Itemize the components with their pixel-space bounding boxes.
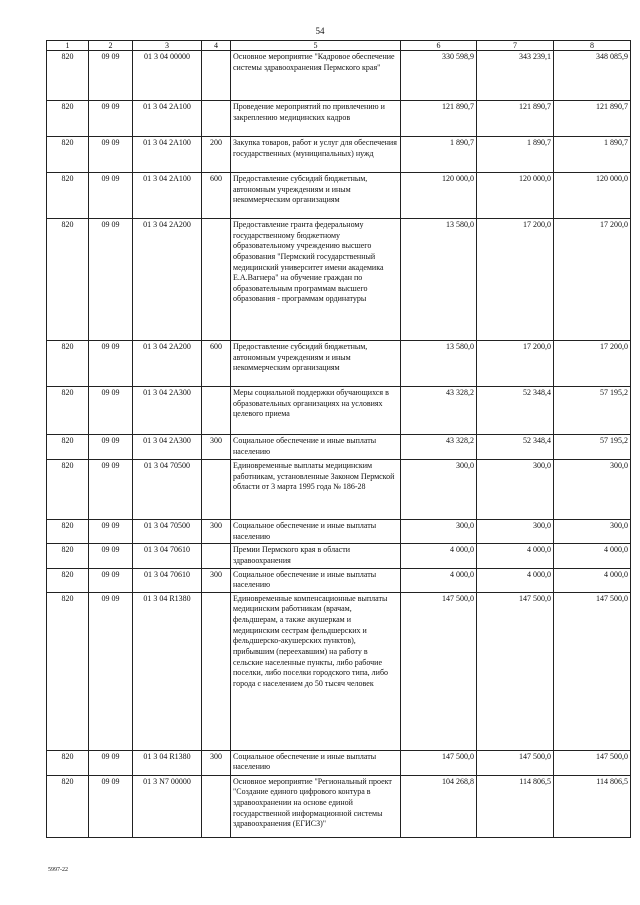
amount-cell: 57 195,2 (554, 387, 631, 435)
target-article-cell: 01 3 04 R1380 (133, 592, 202, 750)
amount-cell: 4 000,0 (554, 544, 631, 568)
target-article-cell: 01 3 04 2А100 (133, 137, 202, 173)
table-row (47, 750, 631, 775)
expense-type-cell: 300 (202, 568, 231, 592)
expense-type-cell (202, 544, 231, 568)
section-code-cell: 09 09 (89, 520, 133, 544)
amount-cell: 300,0 (477, 520, 554, 544)
amount-cell: 1 890,7 (554, 137, 631, 173)
section-code-cell: 09 09 (89, 341, 133, 387)
amount-cell: 121 890,7 (554, 101, 631, 137)
amount-cell: 17 200,0 (554, 219, 631, 341)
column-header: 5 (231, 41, 401, 51)
amount-cell: 43 328,2 (401, 387, 477, 435)
table-row (47, 219, 631, 341)
amount-cell: 300,0 (477, 460, 554, 520)
amount-cell: 120 000,0 (554, 173, 631, 219)
amount-cell: 147 500,0 (401, 592, 477, 750)
table-row (47, 51, 631, 101)
amount-cell: 104 268,8 (401, 775, 477, 837)
description-cell: Социальное обеспечение и иные выплаты населению (231, 568, 401, 592)
expense-type-cell: 200 (202, 137, 231, 173)
amount-cell: 343 239,1 (477, 51, 554, 101)
expense-type-cell: 300 (202, 750, 231, 775)
column-header: 4 (202, 41, 231, 51)
ministry-code-cell: 820 (47, 387, 89, 435)
ministry-code-cell: 820 (47, 750, 89, 775)
section-code-cell: 09 09 (89, 435, 133, 460)
amount-cell: 17 200,0 (477, 219, 554, 341)
amount-cell: 348 085,9 (554, 51, 631, 101)
ministry-code-cell: 820 (47, 775, 89, 837)
description-cell: Основное мероприятие "Кадровое обеспечение системы здравоохранения Пермского края" (231, 51, 401, 101)
amount-cell: 17 200,0 (477, 341, 554, 387)
column-header: 3 (133, 41, 202, 51)
amount-cell: 4 000,0 (401, 568, 477, 592)
table-row (47, 592, 631, 750)
ministry-code-cell: 820 (47, 137, 89, 173)
target-article-cell: 01 3 04 70500 (133, 520, 202, 544)
amount-cell: 43 328,2 (401, 435, 477, 460)
amount-cell: 1 890,7 (401, 137, 477, 173)
expense-type-cell (202, 460, 231, 520)
table-row (47, 544, 631, 568)
amount-cell: 17 200,0 (554, 341, 631, 387)
description-cell: Социальное обеспечение и иные выплаты населению (231, 520, 401, 544)
description-cell: Предоставление гранта федеральному государственному бюджетному образовательному учреждению высшего образования "Пермский государственный медицинский университет имени академика Е.А.Вагнера" на обучение граждан по образовательным программам высшего образования - программам ординатуры (231, 219, 401, 341)
column-header: 1 (47, 41, 89, 51)
budget-table (46, 40, 631, 838)
ministry-code-cell: 820 (47, 101, 89, 137)
expense-type-cell (202, 101, 231, 137)
table-row (47, 520, 631, 544)
expense-type-cell: 600 (202, 341, 231, 387)
amount-cell: 114 806,5 (477, 775, 554, 837)
amount-cell: 13 580,0 (401, 219, 477, 341)
target-article-cell: 01 3 04 R1380 (133, 750, 202, 775)
ministry-code-cell: 820 (47, 568, 89, 592)
table-row (47, 775, 631, 837)
column-header: 2 (89, 41, 133, 51)
target-article-cell: 01 3 04 00000 (133, 51, 202, 101)
ministry-code-cell: 820 (47, 173, 89, 219)
table-header-row (47, 41, 631, 51)
page-number: 54 (315, 26, 325, 36)
amount-cell: 4 000,0 (477, 544, 554, 568)
ministry-code-cell: 820 (47, 341, 89, 387)
amount-cell: 4 000,0 (477, 568, 554, 592)
amount-cell: 4 000,0 (554, 568, 631, 592)
amount-cell: 57 195,2 (554, 435, 631, 460)
expense-type-cell (202, 775, 231, 837)
description-cell: Социальное обеспечение и иные выплаты населению (231, 750, 401, 775)
description-cell: Проведение мероприятий по привлечению и закреплению медицинских кадров (231, 101, 401, 137)
target-article-cell: 01 3 04 2А300 (133, 435, 202, 460)
target-article-cell: 01 3 N7 00000 (133, 775, 202, 837)
amount-cell: 147 500,0 (554, 592, 631, 750)
expense-type-cell (202, 387, 231, 435)
table-row (47, 435, 631, 460)
target-article-cell: 01 3 04 70610 (133, 544, 202, 568)
target-article-cell: 01 3 04 2А200 (133, 219, 202, 341)
expense-type-cell: 300 (202, 520, 231, 544)
expense-type-cell (202, 51, 231, 101)
expense-type-cell: 600 (202, 173, 231, 219)
section-code-cell: 09 09 (89, 775, 133, 837)
target-article-cell: 01 3 04 2А100 (133, 101, 202, 137)
description-cell: Меры социальной поддержки обучающихся в образовательных организациях на условиях целевого приема (231, 387, 401, 435)
amount-cell: 52 348,4 (477, 387, 554, 435)
ministry-code-cell: 820 (47, 219, 89, 341)
table-row (47, 341, 631, 387)
expense-type-cell (202, 592, 231, 750)
section-code-cell: 09 09 (89, 219, 133, 341)
amount-cell: 330 598,9 (401, 51, 477, 101)
section-code-cell: 09 09 (89, 568, 133, 592)
section-code-cell: 09 09 (89, 750, 133, 775)
description-cell: Закупка товаров, работ и услуг для обеспечения государственных (муниципальных) нужд (231, 137, 401, 173)
section-code-cell: 09 09 (89, 173, 133, 219)
table-row (47, 137, 631, 173)
description-cell: Единовременные выплаты медицинским работникам, установленные Законом Пермской области от 3 марта 1995 года № 186-28 (231, 460, 401, 520)
section-code-cell: 09 09 (89, 137, 133, 173)
section-code-cell: 09 09 (89, 460, 133, 520)
table-row (47, 173, 631, 219)
amount-cell: 121 890,7 (477, 101, 554, 137)
ministry-code-cell: 820 (47, 460, 89, 520)
table-row (47, 568, 631, 592)
column-header: 8 (554, 41, 631, 51)
description-cell: Основное мероприятие "Региональный проект "Создание единого цифрового контура в здравоохранении на основе единой государственной информационной системы здравоохранения (ЕГИСЗ)" (231, 775, 401, 837)
amount-cell: 121 890,7 (401, 101, 477, 137)
footer-code: 5997-22 (48, 867, 68, 873)
amount-cell: 1 890,7 (477, 137, 554, 173)
description-cell: Премии Пермского края в области здравоохранения (231, 544, 401, 568)
amount-cell: 114 806,5 (554, 775, 631, 837)
amount-cell: 147 500,0 (401, 750, 477, 775)
section-code-cell: 09 09 (89, 544, 133, 568)
table-row (47, 387, 631, 435)
ministry-code-cell: 820 (47, 544, 89, 568)
amount-cell: 300,0 (554, 460, 631, 520)
section-code-cell: 09 09 (89, 51, 133, 101)
amount-cell: 147 500,0 (554, 750, 631, 775)
amount-cell: 4 000,0 (401, 544, 477, 568)
amount-cell: 52 348,4 (477, 435, 554, 460)
amount-cell: 120 000,0 (477, 173, 554, 219)
amount-cell: 13 580,0 (401, 341, 477, 387)
target-article-cell: 01 3 04 70500 (133, 460, 202, 520)
target-article-cell: 01 3 04 70610 (133, 568, 202, 592)
expense-type-cell (202, 219, 231, 341)
expense-type-cell: 300 (202, 435, 231, 460)
ministry-code-cell: 820 (47, 592, 89, 750)
target-article-cell: 01 3 04 2А100 (133, 173, 202, 219)
column-header: 6 (401, 41, 477, 51)
ministry-code-cell: 820 (47, 435, 89, 460)
amount-cell: 120 000,0 (401, 173, 477, 219)
target-article-cell: 01 3 04 2А300 (133, 387, 202, 435)
column-header: 7 (477, 41, 554, 51)
ministry-code-cell: 820 (47, 520, 89, 544)
section-code-cell: 09 09 (89, 101, 133, 137)
target-article-cell: 01 3 04 2А200 (133, 341, 202, 387)
table-row (47, 460, 631, 520)
description-cell: Предоставление субсидий бюджетным, автономным учреждениям и иным некоммерческим организациям (231, 341, 401, 387)
amount-cell: 300,0 (401, 460, 477, 520)
description-cell: Социальное обеспечение и иные выплаты населению (231, 435, 401, 460)
amount-cell: 147 500,0 (477, 750, 554, 775)
table-row (47, 101, 631, 137)
description-cell: Единовременные компенсационные выплаты медицинским работникам (врачам, фельдшерам, а также акушеркам и медицинским сестрам фельдшерских и фельдшерско-акушерских пунктов), прибывшим (переехавшим) на работу в сельские населенные пункты, либо рабочие поселки, либо поселки городского типа, либо города с населением до 50 тысяч человек (231, 592, 401, 750)
description-cell: Предоставление субсидий бюджетным, автономным учреждениям и иным некоммерческим организациям (231, 173, 401, 219)
amount-cell: 300,0 (554, 520, 631, 544)
section-code-cell: 09 09 (89, 592, 133, 750)
amount-cell: 147 500,0 (477, 592, 554, 750)
amount-cell: 300,0 (401, 520, 477, 544)
ministry-code-cell: 820 (47, 51, 89, 101)
section-code-cell: 09 09 (89, 387, 133, 435)
